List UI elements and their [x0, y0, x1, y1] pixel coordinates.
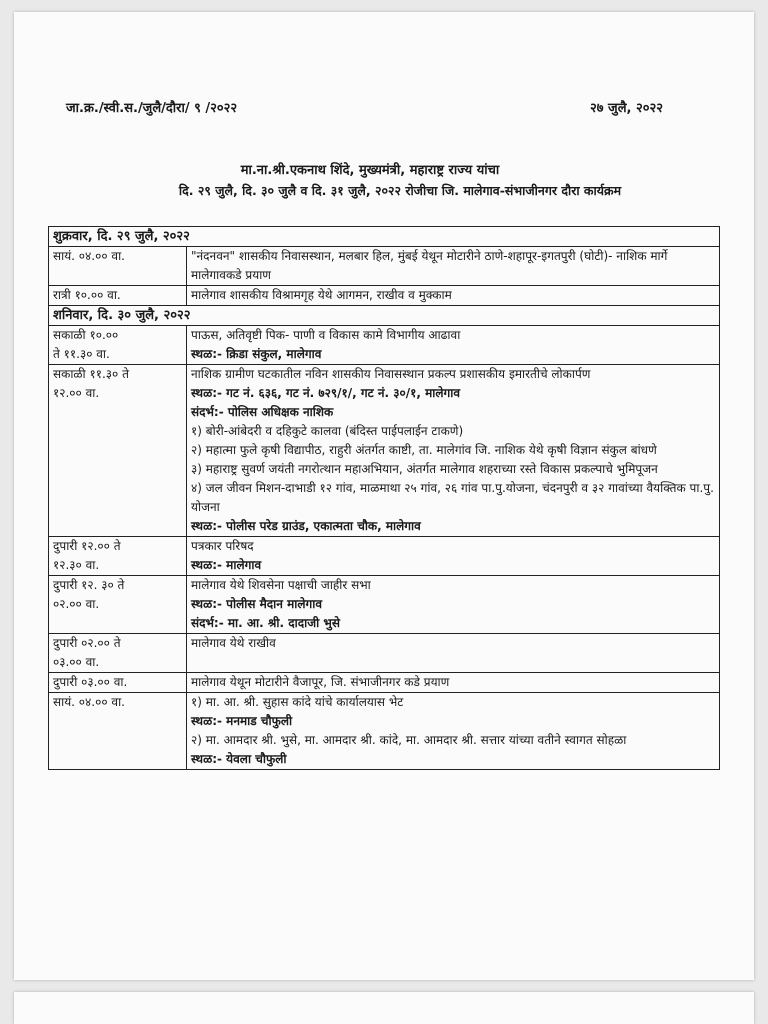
event-line: मालेगाव येथे राखीव — [191, 636, 276, 650]
schedule-row — [49, 537, 720, 576]
event-line: मालेगाव येथून मोटारीने वैजापूर, जि. संभाजीनगर कडे प्रयाण — [191, 675, 450, 689]
venue-line: स्थळ:- पोलीस परेड ग्राउंड, एकात्मता चौक, मालेगाव — [191, 519, 421, 533]
event-line: मालेगाव शासकीय विश्रामगृह येथे आगमन, राखीव व मुक्काम — [191, 288, 452, 302]
heading-subtitle: दि. २९ जुलै, दि. ३० जुलै व दि. ३१ जुलै, २०२२ रोजीचा जि. मालेगाव-संभाजीनगर दौरा कार्यक्रम — [178, 183, 622, 198]
schedule-table — [48, 226, 720, 770]
event-line: २) मा. आमदार श्री. भुसे, मा. आमदार श्री. कांदे, मा. आमदार श्री. सत्तार यांच्या वतीने स्वागत सोहळा — [191, 733, 627, 747]
letter-date: २७ जुलै, २०२२ — [590, 101, 664, 116]
reference-line: संदर्भ:- मा. आ. श्री. दादाजी भुसे — [191, 616, 340, 630]
schedule-row — [49, 673, 720, 693]
event-cell — [187, 673, 720, 693]
schedule-row — [49, 365, 720, 537]
event-line: पत्रकार परिषद — [191, 539, 254, 553]
event-cell — [187, 326, 720, 365]
venue-line: स्थळ:- पोलीस मैदान मालेगाव — [191, 597, 323, 611]
event-cell — [187, 576, 720, 634]
day-header: शनिवार, दि. ३० जुलै, २०२२ — [49, 306, 720, 326]
schedule-row — [49, 286, 720, 306]
event-line: ४) जल जीवन मिशन-दाभाडी १२ गांव, माळमाथा २५ गांव, २६ गांव पा.पु.योजना, चंदनपुरी व ३२ गावांच्या वैयक्तिक पा.पु. योजना — [191, 481, 714, 514]
reference-number: जा.क्र./स्वी.स./जुलै/दौरा/ ९ /२०२२ — [66, 101, 238, 116]
time-cell: दुपारी ०२.०० ते ०३.०० वा. — [49, 634, 187, 673]
reference-line: संदर्भ:- पोलिस अधिक्षक नाशिक — [191, 405, 334, 419]
day-header-row — [49, 227, 720, 247]
event-line: "नंदनवन" शासकीय निवासस्थान, मलबार हिल, मुंबई येथून मोटारीने ठाणे-शहापूर-इगतपुरी (घोटी)- नाशिक मार्गे मालेगावकडे प्रयाण — [191, 249, 668, 282]
event-cell — [187, 634, 720, 673]
time-cell: दुपारी ०३.०० वा. — [49, 673, 187, 693]
schedule-row — [49, 326, 720, 365]
event-cell — [187, 537, 720, 576]
event-line: नाशिक ग्रामीण घटकातील नविन शासकीय निवासस्थान प्रकल्प प्रशासकीय इमारतीचे लोकार्पण — [191, 367, 591, 381]
schedule-row — [49, 693, 720, 770]
event-line: १) मा. आ. श्री. सुहास कांदे यांचे कार्यालयास भेट — [191, 695, 404, 709]
time-cell: सकाळी १०.०० ते ११.३० वा. — [49, 326, 187, 365]
time-cell: दुपारी १२. ३० ते ०२.०० वा. — [49, 576, 187, 634]
event-line: पाऊस, अतिवृष्टी पिक- पाणी व विकास कामे विभागीय आढावा — [191, 328, 461, 342]
time-cell: रात्री १०.०० वा. — [49, 286, 187, 306]
event-line: मालेगाव येथे शिवसेना पक्षाची जाहीर सभा — [191, 578, 371, 592]
schedule-row — [49, 247, 720, 286]
venue-line: स्थळ:- मालेगाव — [191, 558, 262, 572]
time-cell: सायं. ०४.०० वा. — [49, 693, 187, 770]
event-cell — [187, 247, 720, 286]
day-header: शुक्रवार, दि. २९ जुलै, २०२२ — [49, 227, 720, 247]
time-cell: सायं. ०४.०० वा. — [49, 247, 187, 286]
day-header-row — [49, 306, 720, 326]
time-cell: सकाळी ११.३० ते १२.०० वा. — [49, 365, 187, 537]
event-line: ३) महाराष्ट्र सुवर्ण जयंती नगरोत्थान महाअभियान, अंतर्गत मालेगाव शहराच्या रस्ते विकास प्रकल्पाचे भुमिपूजन — [191, 462, 658, 476]
schedule-row — [49, 634, 720, 673]
time-cell: दुपारी १२.०० ते १२.३० वा. — [49, 537, 187, 576]
event-line: २) महात्मा फुले कृषी विद्यापीठ, राहुरी अंतर्गत काष्टी, ता. मालेगांव जि. नाशिक येथे कृषी विज्ञान संकुल बांधणे — [191, 443, 657, 457]
venue-line: स्थळ:- गट नं. ६३६, गट नं. ७२९/१/, गट नं. ३०/१, मालेगाव — [191, 386, 461, 400]
venue-line: स्थळ:- मनमाड चौफुली — [191, 714, 293, 728]
event-line: १) बोरी-आंबेदरी व दहिकुटे कालवा (बंदिस्त पाईपलाईन टाकणे) — [191, 424, 464, 438]
event-cell — [187, 365, 720, 537]
next-page-edge — [14, 992, 754, 1024]
event-cell — [187, 286, 720, 306]
venue-line: स्थळ:- येवला चौफुली — [191, 752, 287, 766]
venue-line: स्थळ:- क्रिडा संकुल, मालेगाव — [191, 347, 322, 361]
event-cell — [187, 693, 720, 770]
heading-title: मा.ना.श्री.एकनाथ शिंदे, मुख्यमंत्री, महाराष्ट्र राज्य यांचा — [240, 163, 500, 178]
schedule-row — [49, 576, 720, 634]
